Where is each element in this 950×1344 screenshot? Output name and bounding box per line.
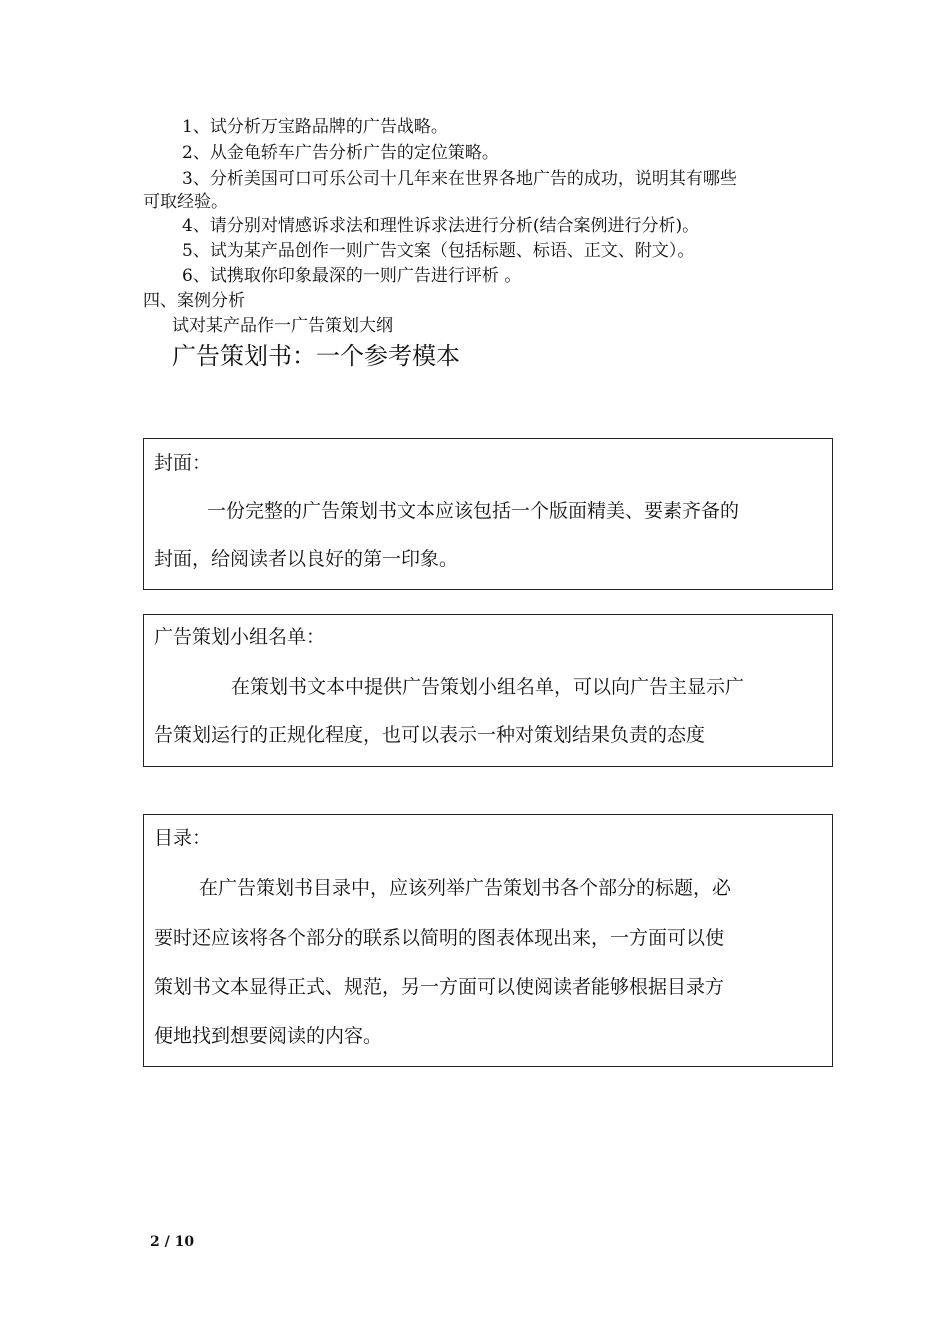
question-2: 2、从金龟轿车广告分析广告的定位策略。 — [182, 143, 499, 163]
contents-text-line-1: 在广告策划书目录中，应该列举广告策划书各个部分的标题，必 — [199, 877, 732, 899]
cover-text-line-1: 一份完整的广告策划书文本应该包括一个版面精美、要素齐备的 — [207, 500, 740, 522]
section-task: 试对某产品作一广告策划大纲 — [172, 316, 393, 336]
team-list-text-line-1: 在策划书文本中提供广告策划小组名单，可以向广告主显示广 — [231, 676, 745, 698]
contents-text-line-4: 便地找到想要阅读的内容。 — [154, 1025, 383, 1047]
question-3-continued: 可取经验。 — [143, 192, 228, 212]
question-6: 6、试携取你印象最深的一则广告进行评析 。 — [182, 266, 522, 286]
question-5: 5、试为某产品创作一则广告文案（包括标题、标语、正文、附文）。 — [182, 241, 695, 261]
section-heading: 四、案例分析 — [143, 291, 245, 311]
question-3: 3、分析美国可口可乐公司十几年来在世界各地广告的成功，说明其有哪些 — [182, 169, 737, 189]
cover-box — [143, 438, 833, 590]
contents-heading: 目录： — [154, 827, 212, 849]
team-list-heading: 广告策划小组名单： — [154, 626, 326, 648]
cover-text-line-2: 封面，给阅读者以良好的第一印象。 — [154, 548, 459, 570]
team-list-text-line-2: 告策划运行的正规化程度，也可以表示一种对策划结果负责的态度 — [154, 724, 706, 746]
question-1: 1、试分析万宝路品牌的广告战略。 — [182, 117, 448, 137]
plan-title: 广告策划书：一个参考模本 — [172, 342, 460, 370]
contents-box — [143, 814, 833, 1067]
page-number: 2 / 10 — [150, 1234, 195, 1250]
contents-text-line-3: 策划书文本显得正式、规范，另一方面可以使阅读者能够根据目录方 — [154, 976, 725, 998]
contents-text-line-2: 要时还应该将各个部分的联系以简明的图表体现出来，一方面可以使 — [154, 927, 725, 949]
cover-heading: 封面： — [154, 452, 212, 474]
team-list-box — [143, 614, 833, 767]
question-4: 4、请分别对情感诉求法和理性诉求法进行分析(结合案例进行分析)。 — [182, 216, 700, 236]
